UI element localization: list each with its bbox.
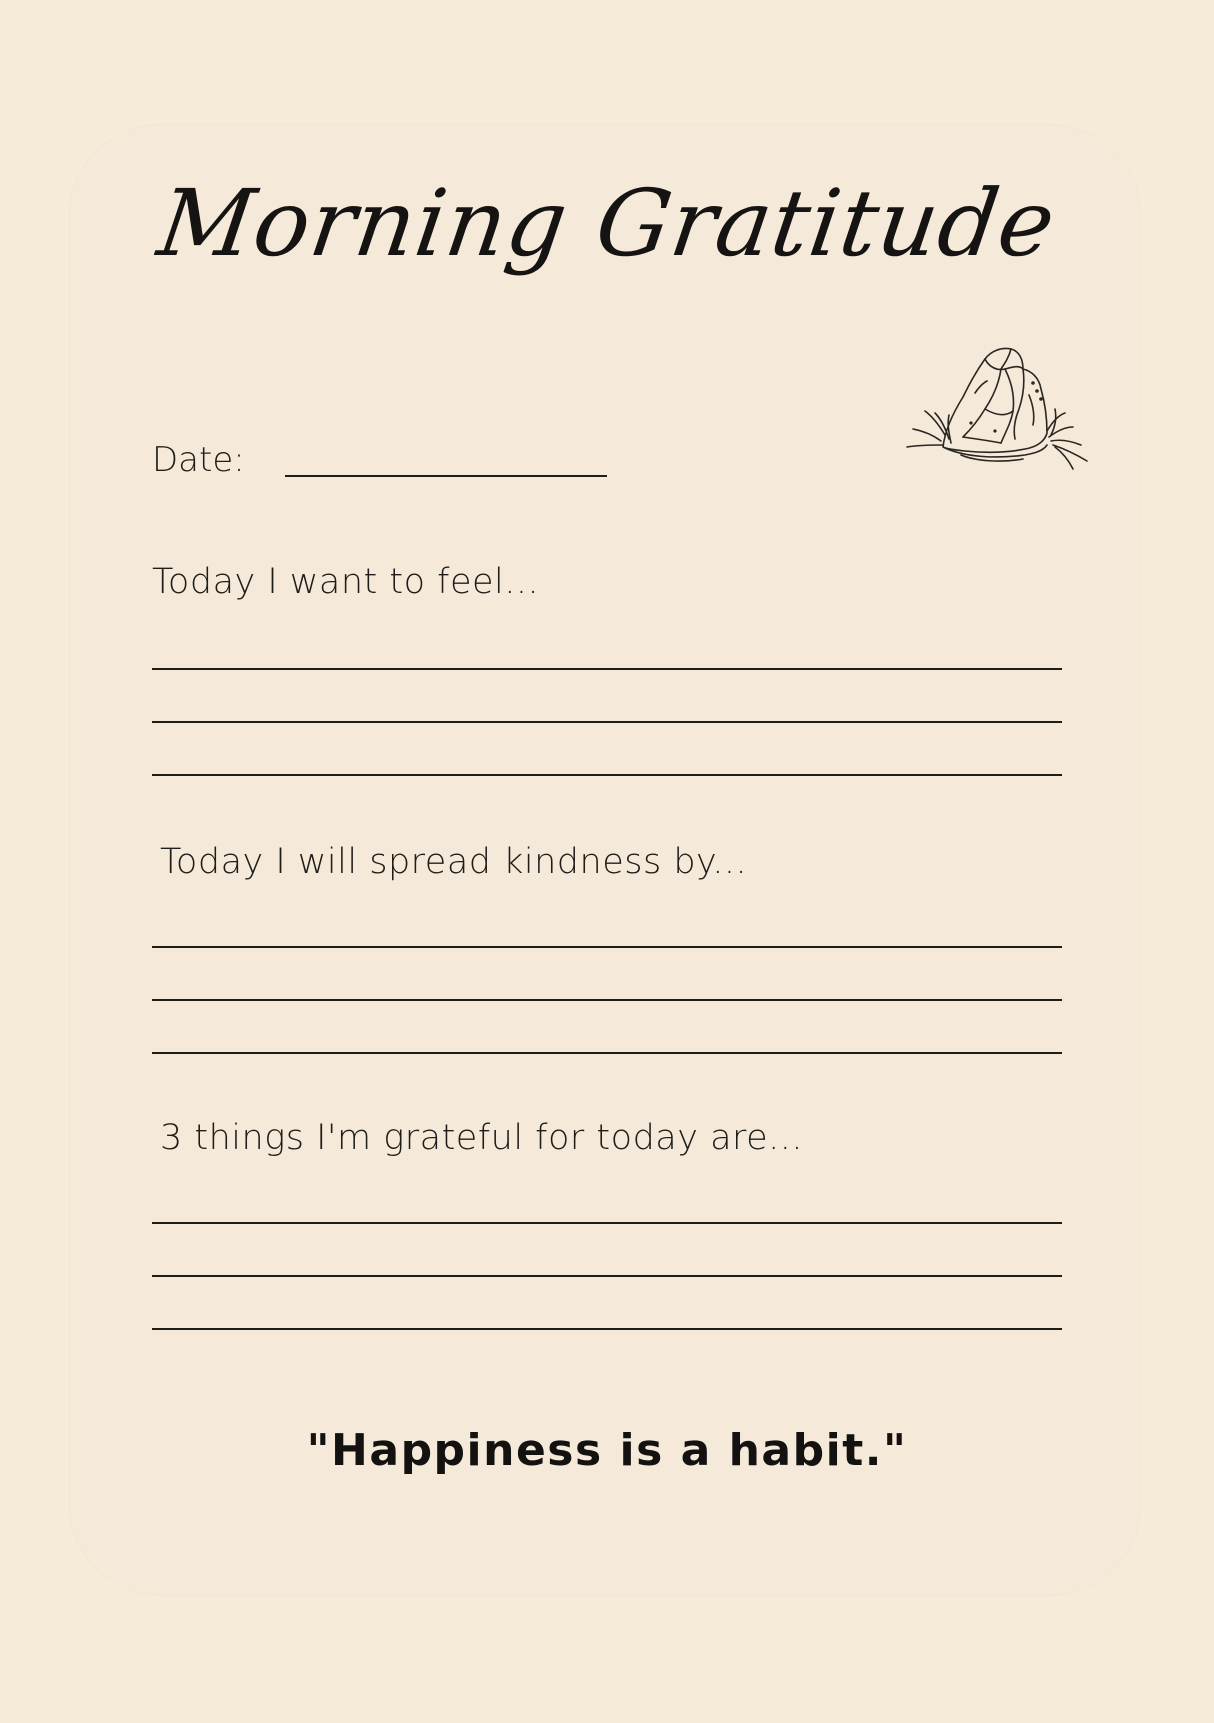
closing-quote: "Happiness is a habit." <box>306 1425 908 1476</box>
writing-line[interactable] <box>152 1052 1062 1054</box>
writing-line[interactable] <box>152 1275 1062 1277</box>
writing-line[interactable] <box>152 1328 1062 1330</box>
writing-line[interactable] <box>152 774 1062 776</box>
date-label: Date: <box>152 440 245 480</box>
prompt-spread-kindness: Today I will spread kindness by... <box>160 842 748 882</box>
prompt-grateful-for: 3 things I'm grateful for today are... <box>160 1118 804 1158</box>
writing-line[interactable] <box>152 946 1062 948</box>
date-input-line[interactable] <box>285 475 607 477</box>
writing-line[interactable] <box>152 721 1062 723</box>
writing-line[interactable] <box>152 999 1062 1001</box>
writing-line[interactable] <box>152 1222 1062 1224</box>
rock-with-grass-icon <box>905 335 1095 475</box>
writing-line[interactable] <box>152 668 1062 670</box>
prompt-want-to-feel: Today I want to feel... <box>152 562 540 602</box>
page-title: Morning Gratitude <box>152 170 1062 277</box>
